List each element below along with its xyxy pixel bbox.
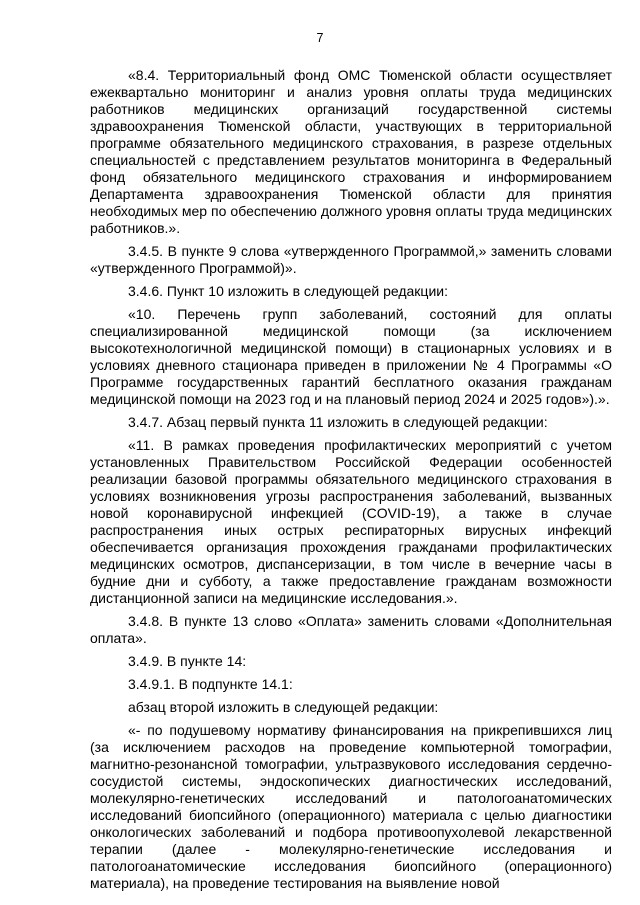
- paragraph-abzac-vtoroi: абзац второй изложить в следующей редакции:: [128, 699, 439, 715]
- paragraph-3-4-9: 3.4.9. В пункте 14:: [128, 653, 247, 669]
- paragraph-11: «11. В рамках проведения профилактических мероприятий с учетом установленных Правительством Российской Федерации особенностей реализации базовой программы обязательного медицинского страхования в условиях возникновения угрозы распространения заболеваний, вызванных новой коронавирусной инфекцией (COVID-19), а также в случае распространения иных острых респираторных вирусных инфекций обеспечивается организация прохождения гражданами профилактических медицинских осмотров, диспансеризации, в том числе в вечерние часы в будние дни и субботу, а также предоставление гражданам возможности дистанционной записи на медицинские исследования.».: [90, 437, 612, 606]
- paragraph-10: «10. Перечень групп заболеваний, состояний для оплаты специализированной медицинской помощи (за исключением высокотехнологичной медицинской помощи) в стационарных условиях и в условиях дневного стационара приведен в приложении № 4 Программы «О Программе государственных гарантий бесплатного оказания гражданам медицинской помощи на 2023 год и на плановый период 2024 и 2025 годов»).».: [90, 306, 612, 407]
- paragraph-3-4-7: 3.4.7. Абзац первый пункта 11 изложить в следующей редакции:: [128, 414, 548, 430]
- paragraph-3-4-6: 3.4.6. Пункт 10 изложить в следующей редакции:: [128, 283, 448, 299]
- paragraph-podushevoy: «- по подушевому нормативу финансирования на прикрепившихся лиц (за исключением расходов на проведение компьютерной томографии, магнитно-резонансной томографии, ультразвукового исследования сердечно-сосудистой системы, эндоскопических диагностических исследований, молекулярно-генетических исследований и патологоанатомических исследований биопсийного (операционного) материала с целью диагностики онкологических заболеваний и подбора противоопухолевой лекарственной терапии (далее - молекулярно-генетические исследования и патологоанатомические исследования биопсийного (операционного) материала), на проведение тестирования на выявление новой: [90, 722, 612, 891]
- paragraph-3-4-9-1: 3.4.9.1. В подпункте 14.1:: [128, 676, 293, 692]
- page-number: 7: [316, 31, 324, 45]
- document-body: [90, 67, 612, 892]
- paragraph-3-4-8: 3.4.8. В пункте 13 слово «Оплата» заменить словами «Дополнительная оплата».: [90, 613, 612, 646]
- paragraph-8-4: «8.4. Территориальный фонд ОМС Тюменской области осуществляет ежеквартально мониторинг и анализ уровня оплаты труда медицинских работников медицинских организаций государственной системы здравоохранения Тюменской области, участвующих в территориальной программе обязательного медицинского страхования, в разрезе отдельных специальностей с представлением результатов мониторинга в Федеральный фонд обязательного медицинского страхования и информированием Департамента здравоохранения Тюменской области для принятия необходимых мер по обеспечению должного уровня оплаты труда медицинских работников.».: [90, 67, 612, 236]
- paragraph-3-4-5: 3.4.5. В пункте 9 слова «утвержденного Программой,» заменить словами «утвержденного Программой)».: [90, 243, 612, 276]
